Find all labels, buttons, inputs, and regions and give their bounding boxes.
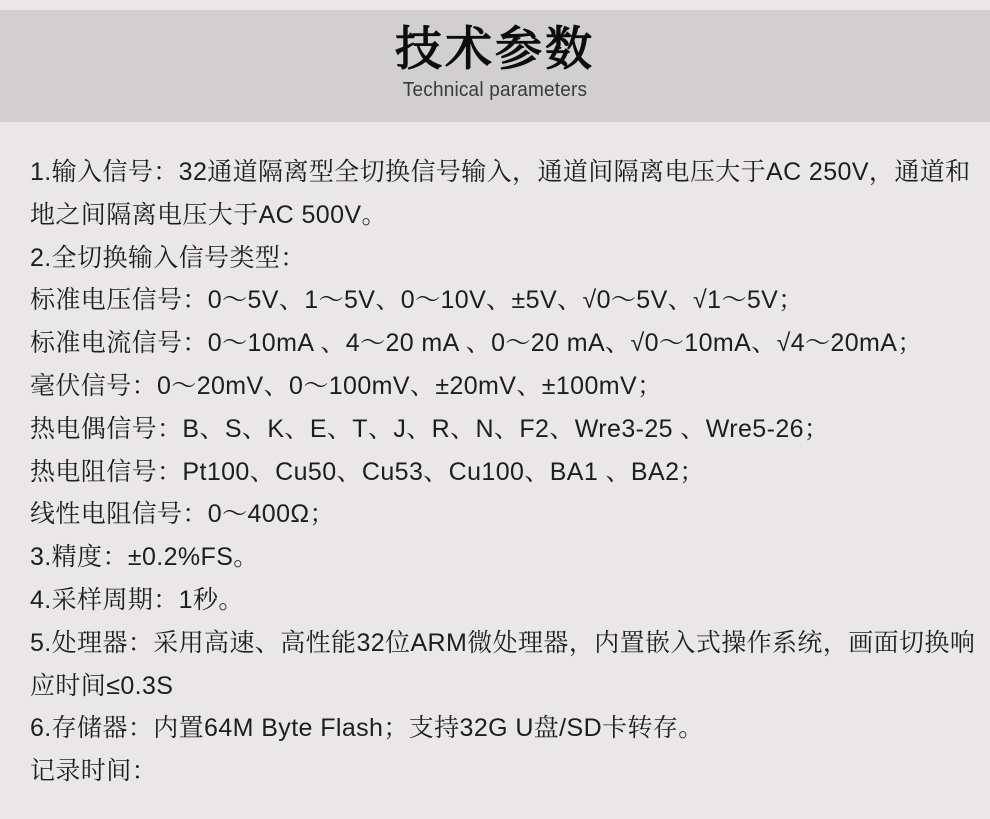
spec-line: 标准电压信号：0～5V、1～5V、0～10V、±5V、√0～5V、√1～5V； — [30, 286, 804, 315]
spec-line: 热电阻信号：Pt100、Cu50、Cu53、Cu100、BA1 、BA2； — [30, 457, 705, 486]
page-title: 技术参数 — [395, 22, 595, 75]
spec-line: 5.处理器：采用高速、高性能32位ARM微处理器，内置嵌入式操作系统，画面切换响 — [30, 628, 976, 657]
spec-line: 2.全切换输入信号类型： — [30, 243, 306, 272]
page-subtitle: Technical parameters — [402, 78, 588, 101]
spec-line: 应时间≤0.3S — [30, 671, 174, 700]
page — [0, 10, 990, 819]
spec-line: 地之间隔离电压大于AC 500V。 — [30, 200, 387, 229]
spec-line: 1.输入信号：32通道隔离型全切换信号输入，通道间隔离电压大于AC 250V，通道和 — [30, 158, 971, 186]
spec-line: 记录时间： — [30, 757, 158, 786]
spec-line: 6.存储器：内置64M Byte Flash；支持32G U盘/SD卡转存。 — [30, 714, 704, 743]
spec-line: 线性电阻信号：0～400Ω； — [30, 500, 335, 529]
spec-line: 标准电流信号：0～10mA 、4～20 mA 、0～20 mA、√0～10mA、√4～20mA； — [30, 329, 923, 358]
spec-line: 4.采样周期：1秒。 — [30, 585, 244, 614]
spec-line: 3.精度：±0.2%FS。 — [30, 543, 259, 572]
section-header — [0, 10, 990, 122]
spec-list — [0, 122, 990, 793]
spec-line: 热电偶信号：B、S、K、E、T、J、R、N、F2、Wre3-25 、Wre5-26； — [30, 414, 830, 443]
spec-line: 毫伏信号：0～20mV、0～100mV、±20mV、±100mV； — [30, 371, 663, 400]
